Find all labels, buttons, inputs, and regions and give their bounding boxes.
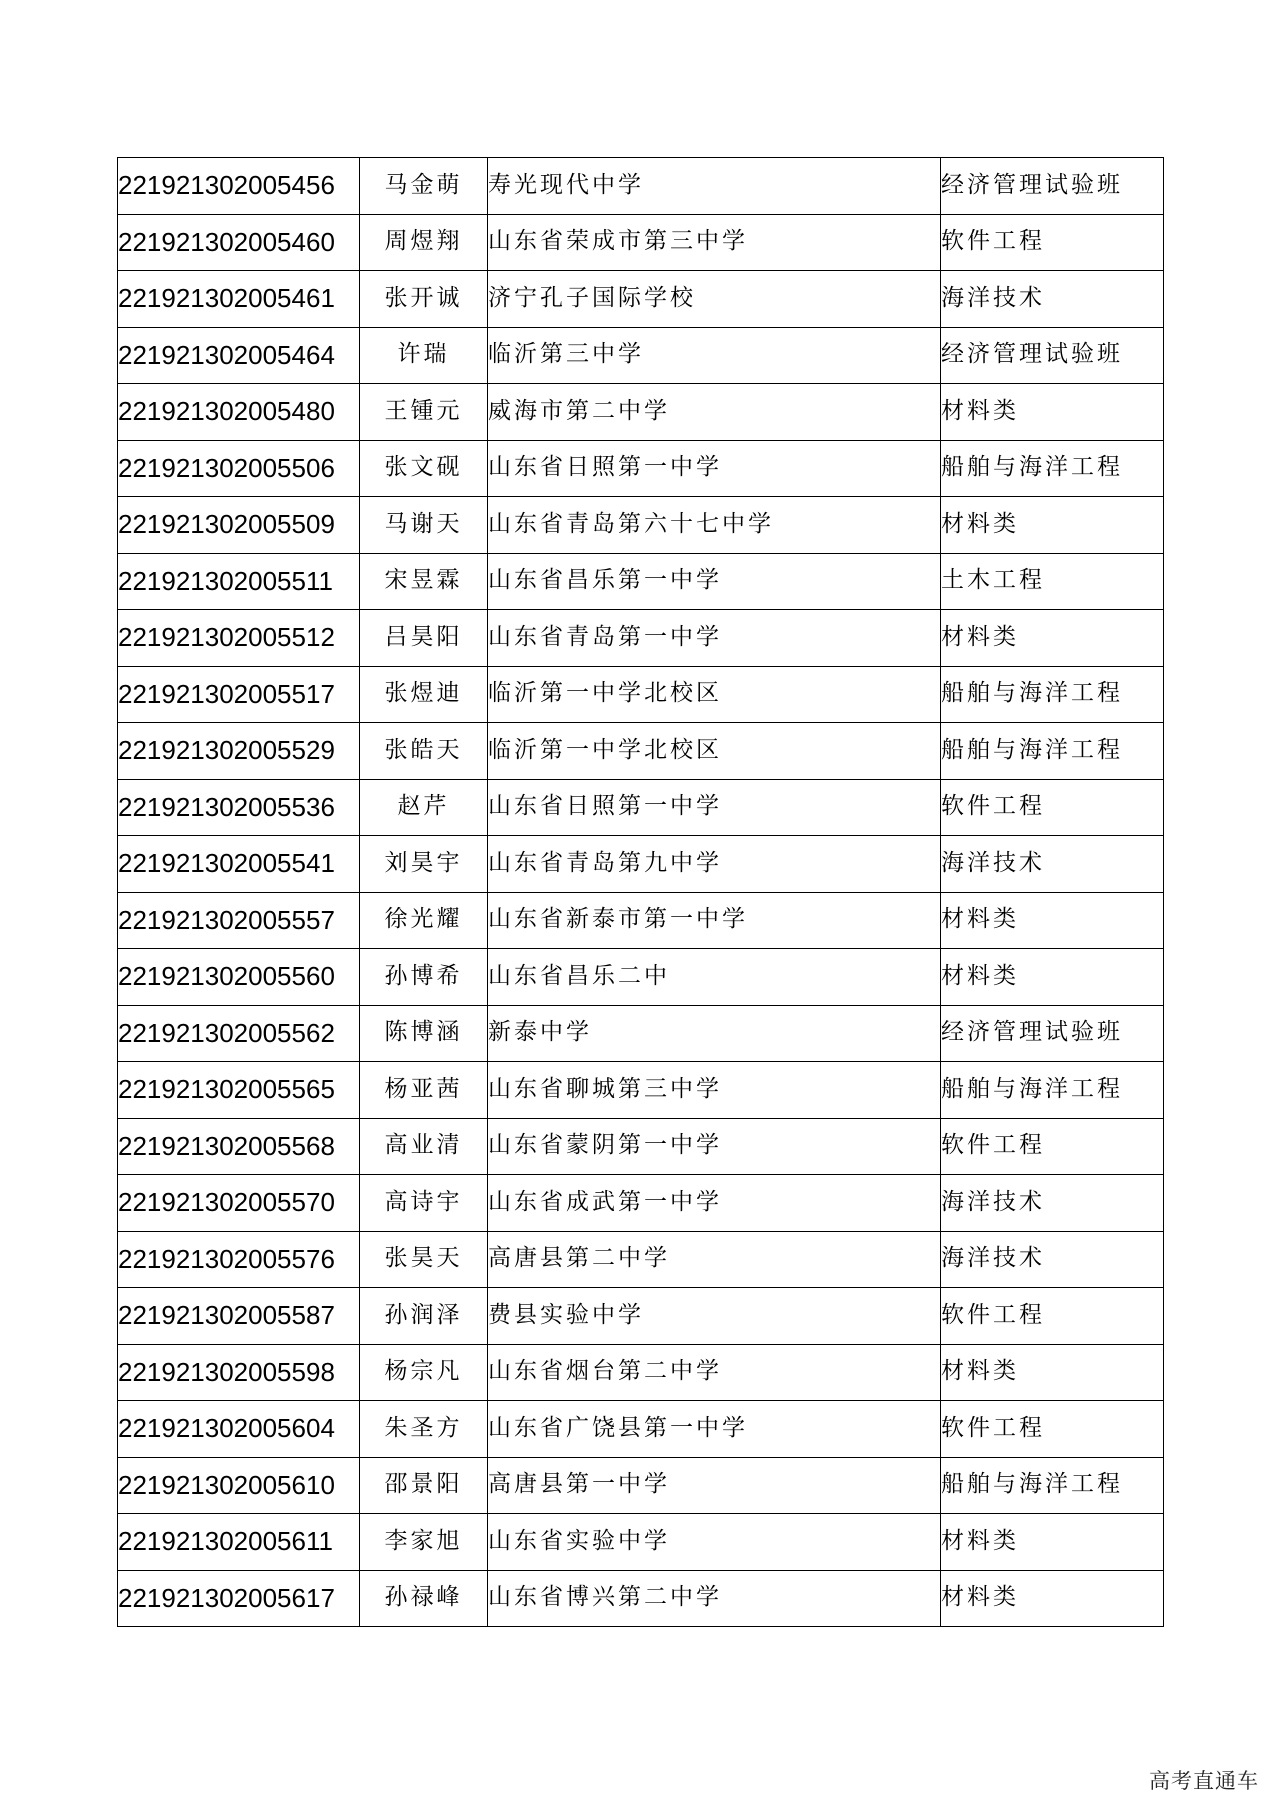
major-cell: 软件工程 xyxy=(941,1118,1164,1175)
student-name-cell: 张文砚 xyxy=(360,440,488,497)
student-name-cell: 孙博希 xyxy=(360,949,488,1006)
school-cell: 高唐县第一中学 xyxy=(488,1457,941,1514)
major-cell: 船舶与海洋工程 xyxy=(941,440,1164,497)
student-name-cell: 许瑞 xyxy=(360,327,488,384)
student-name-cell: 张皓天 xyxy=(360,723,488,780)
major-cell: 海洋技术 xyxy=(941,1175,1164,1232)
school-cell: 威海市第二中学 xyxy=(488,384,941,441)
student-id-cell: 221921302005464 xyxy=(118,327,360,384)
table-row xyxy=(118,384,1164,441)
major-cell: 船舶与海洋工程 xyxy=(941,666,1164,723)
major-cell: 海洋技术 xyxy=(941,271,1164,328)
school-cell: 临沂第一中学北校区 xyxy=(488,723,941,780)
watermark-text: 高考直通车 xyxy=(1149,1769,1259,1793)
school-cell: 山东省青岛第九中学 xyxy=(488,836,941,893)
table-row xyxy=(118,158,1164,215)
student-id-cell: 221921302005587 xyxy=(118,1288,360,1345)
student-name-cell: 马谢天 xyxy=(360,497,488,554)
major-cell: 材料类 xyxy=(941,892,1164,949)
table-row xyxy=(118,1231,1164,1288)
student-id-cell: 221921302005568 xyxy=(118,1118,360,1175)
student-name-cell: 杨宗凡 xyxy=(360,1344,488,1401)
table-row xyxy=(118,1570,1164,1627)
student-id-cell: 221921302005536 xyxy=(118,779,360,836)
table-row xyxy=(118,836,1164,893)
student-name-cell: 张煜迪 xyxy=(360,666,488,723)
student-id-cell: 221921302005456 xyxy=(118,158,360,215)
school-cell: 山东省日照第一中学 xyxy=(488,779,941,836)
school-cell: 山东省成武第一中学 xyxy=(488,1175,941,1232)
major-cell: 船舶与海洋工程 xyxy=(941,1062,1164,1119)
student-name-cell: 邵景阳 xyxy=(360,1457,488,1514)
student-id-cell: 221921302005541 xyxy=(118,836,360,893)
student-name-cell: 孙润泽 xyxy=(360,1288,488,1345)
student-name-cell: 高诗宇 xyxy=(360,1175,488,1232)
table-row xyxy=(118,1344,1164,1401)
student-name-cell: 王锺元 xyxy=(360,384,488,441)
table-row xyxy=(118,497,1164,554)
school-cell: 山东省博兴第二中学 xyxy=(488,1570,941,1627)
student-name-cell: 李家旭 xyxy=(360,1514,488,1571)
table-row xyxy=(118,892,1164,949)
school-cell: 临沂第一中学北校区 xyxy=(488,666,941,723)
student-id-cell: 221921302005610 xyxy=(118,1457,360,1514)
table-row xyxy=(118,271,1164,328)
table-row xyxy=(118,949,1164,1006)
major-cell: 船舶与海洋工程 xyxy=(941,1457,1164,1514)
school-cell: 山东省荣成市第三中学 xyxy=(488,214,941,271)
table-row xyxy=(118,1118,1164,1175)
table-row xyxy=(118,327,1164,384)
major-cell: 材料类 xyxy=(941,1344,1164,1401)
admission-table-body xyxy=(118,158,1164,1627)
student-id-cell: 221921302005460 xyxy=(118,214,360,271)
school-cell: 山东省烟台第二中学 xyxy=(488,1344,941,1401)
student-id-cell: 221921302005565 xyxy=(118,1062,360,1119)
student-id-cell: 221921302005598 xyxy=(118,1344,360,1401)
student-name-cell: 张开诚 xyxy=(360,271,488,328)
student-name-cell: 刘昊宇 xyxy=(360,836,488,893)
major-cell: 经济管理试验班 xyxy=(941,1005,1164,1062)
school-cell: 费县实验中学 xyxy=(488,1288,941,1345)
student-name-cell: 孙禄峰 xyxy=(360,1570,488,1627)
student-name-cell: 张昊天 xyxy=(360,1231,488,1288)
table-row xyxy=(118,1457,1164,1514)
school-cell: 济宁孔子国际学校 xyxy=(488,271,941,328)
student-id-cell: 221921302005517 xyxy=(118,666,360,723)
table-row xyxy=(118,1175,1164,1232)
table-row xyxy=(118,440,1164,497)
school-cell: 山东省昌乐第一中学 xyxy=(488,553,941,610)
school-cell: 寿光现代中学 xyxy=(488,158,941,215)
table-row xyxy=(118,214,1164,271)
student-id-cell: 221921302005509 xyxy=(118,497,360,554)
school-cell: 山东省青岛第六十七中学 xyxy=(488,497,941,554)
major-cell: 软件工程 xyxy=(941,214,1164,271)
school-cell: 高唐县第二中学 xyxy=(488,1231,941,1288)
school-cell: 山东省昌乐二中 xyxy=(488,949,941,1006)
major-cell: 材料类 xyxy=(941,610,1164,667)
major-cell: 材料类 xyxy=(941,497,1164,554)
table-row xyxy=(118,666,1164,723)
student-id-cell: 221921302005611 xyxy=(118,1514,360,1571)
student-id-cell: 221921302005617 xyxy=(118,1570,360,1627)
student-id-cell: 221921302005570 xyxy=(118,1175,360,1232)
school-cell: 临沂第三中学 xyxy=(488,327,941,384)
school-cell: 山东省实验中学 xyxy=(488,1514,941,1571)
student-id-cell: 221921302005576 xyxy=(118,1231,360,1288)
student-name-cell: 宋昱霖 xyxy=(360,553,488,610)
student-id-cell: 221921302005557 xyxy=(118,892,360,949)
table-row xyxy=(118,1514,1164,1571)
student-id-cell: 221921302005604 xyxy=(118,1401,360,1458)
major-cell: 土木工程 xyxy=(941,553,1164,610)
school-cell: 新泰中学 xyxy=(488,1005,941,1062)
major-cell: 材料类 xyxy=(941,1570,1164,1627)
major-cell: 软件工程 xyxy=(941,1401,1164,1458)
student-id-cell: 221921302005511 xyxy=(118,553,360,610)
admission-table xyxy=(117,157,1164,1627)
student-id-cell: 221921302005480 xyxy=(118,384,360,441)
student-id-cell: 221921302005506 xyxy=(118,440,360,497)
student-name-cell: 杨亚茜 xyxy=(360,1062,488,1119)
student-name-cell: 周煜翔 xyxy=(360,214,488,271)
major-cell: 软件工程 xyxy=(941,1288,1164,1345)
table-row xyxy=(118,610,1164,667)
school-cell: 山东省蒙阴第一中学 xyxy=(488,1118,941,1175)
student-name-cell: 赵芹 xyxy=(360,779,488,836)
student-name-cell: 朱圣方 xyxy=(360,1401,488,1458)
major-cell: 软件工程 xyxy=(941,779,1164,836)
student-name-cell: 陈博涵 xyxy=(360,1005,488,1062)
student-name-cell: 马金萌 xyxy=(360,158,488,215)
student-name-cell: 高业清 xyxy=(360,1118,488,1175)
school-cell: 山东省新泰市第一中学 xyxy=(488,892,941,949)
student-id-cell: 221921302005512 xyxy=(118,610,360,667)
student-id-cell: 221921302005562 xyxy=(118,1005,360,1062)
school-cell: 山东省青岛第一中学 xyxy=(488,610,941,667)
table-row xyxy=(118,1062,1164,1119)
student-id-cell: 221921302005529 xyxy=(118,723,360,780)
school-cell: 山东省日照第一中学 xyxy=(488,440,941,497)
major-cell: 经济管理试验班 xyxy=(941,158,1164,215)
student-name-cell: 徐光耀 xyxy=(360,892,488,949)
student-name-cell: 吕昊阳 xyxy=(360,610,488,667)
table-row xyxy=(118,1288,1164,1345)
table-row xyxy=(118,1005,1164,1062)
student-id-cell: 221921302005560 xyxy=(118,949,360,1006)
major-cell: 海洋技术 xyxy=(941,1231,1164,1288)
major-cell: 海洋技术 xyxy=(941,836,1164,893)
major-cell: 材料类 xyxy=(941,384,1164,441)
table-row xyxy=(118,723,1164,780)
major-cell: 船舶与海洋工程 xyxy=(941,723,1164,780)
table-row xyxy=(118,779,1164,836)
major-cell: 材料类 xyxy=(941,949,1164,1006)
table-row xyxy=(118,1401,1164,1458)
major-cell: 经济管理试验班 xyxy=(941,327,1164,384)
school-cell: 山东省聊城第三中学 xyxy=(488,1062,941,1119)
major-cell: 材料类 xyxy=(941,1514,1164,1571)
student-id-cell: 221921302005461 xyxy=(118,271,360,328)
table-row xyxy=(118,553,1164,610)
school-cell: 山东省广饶县第一中学 xyxy=(488,1401,941,1458)
